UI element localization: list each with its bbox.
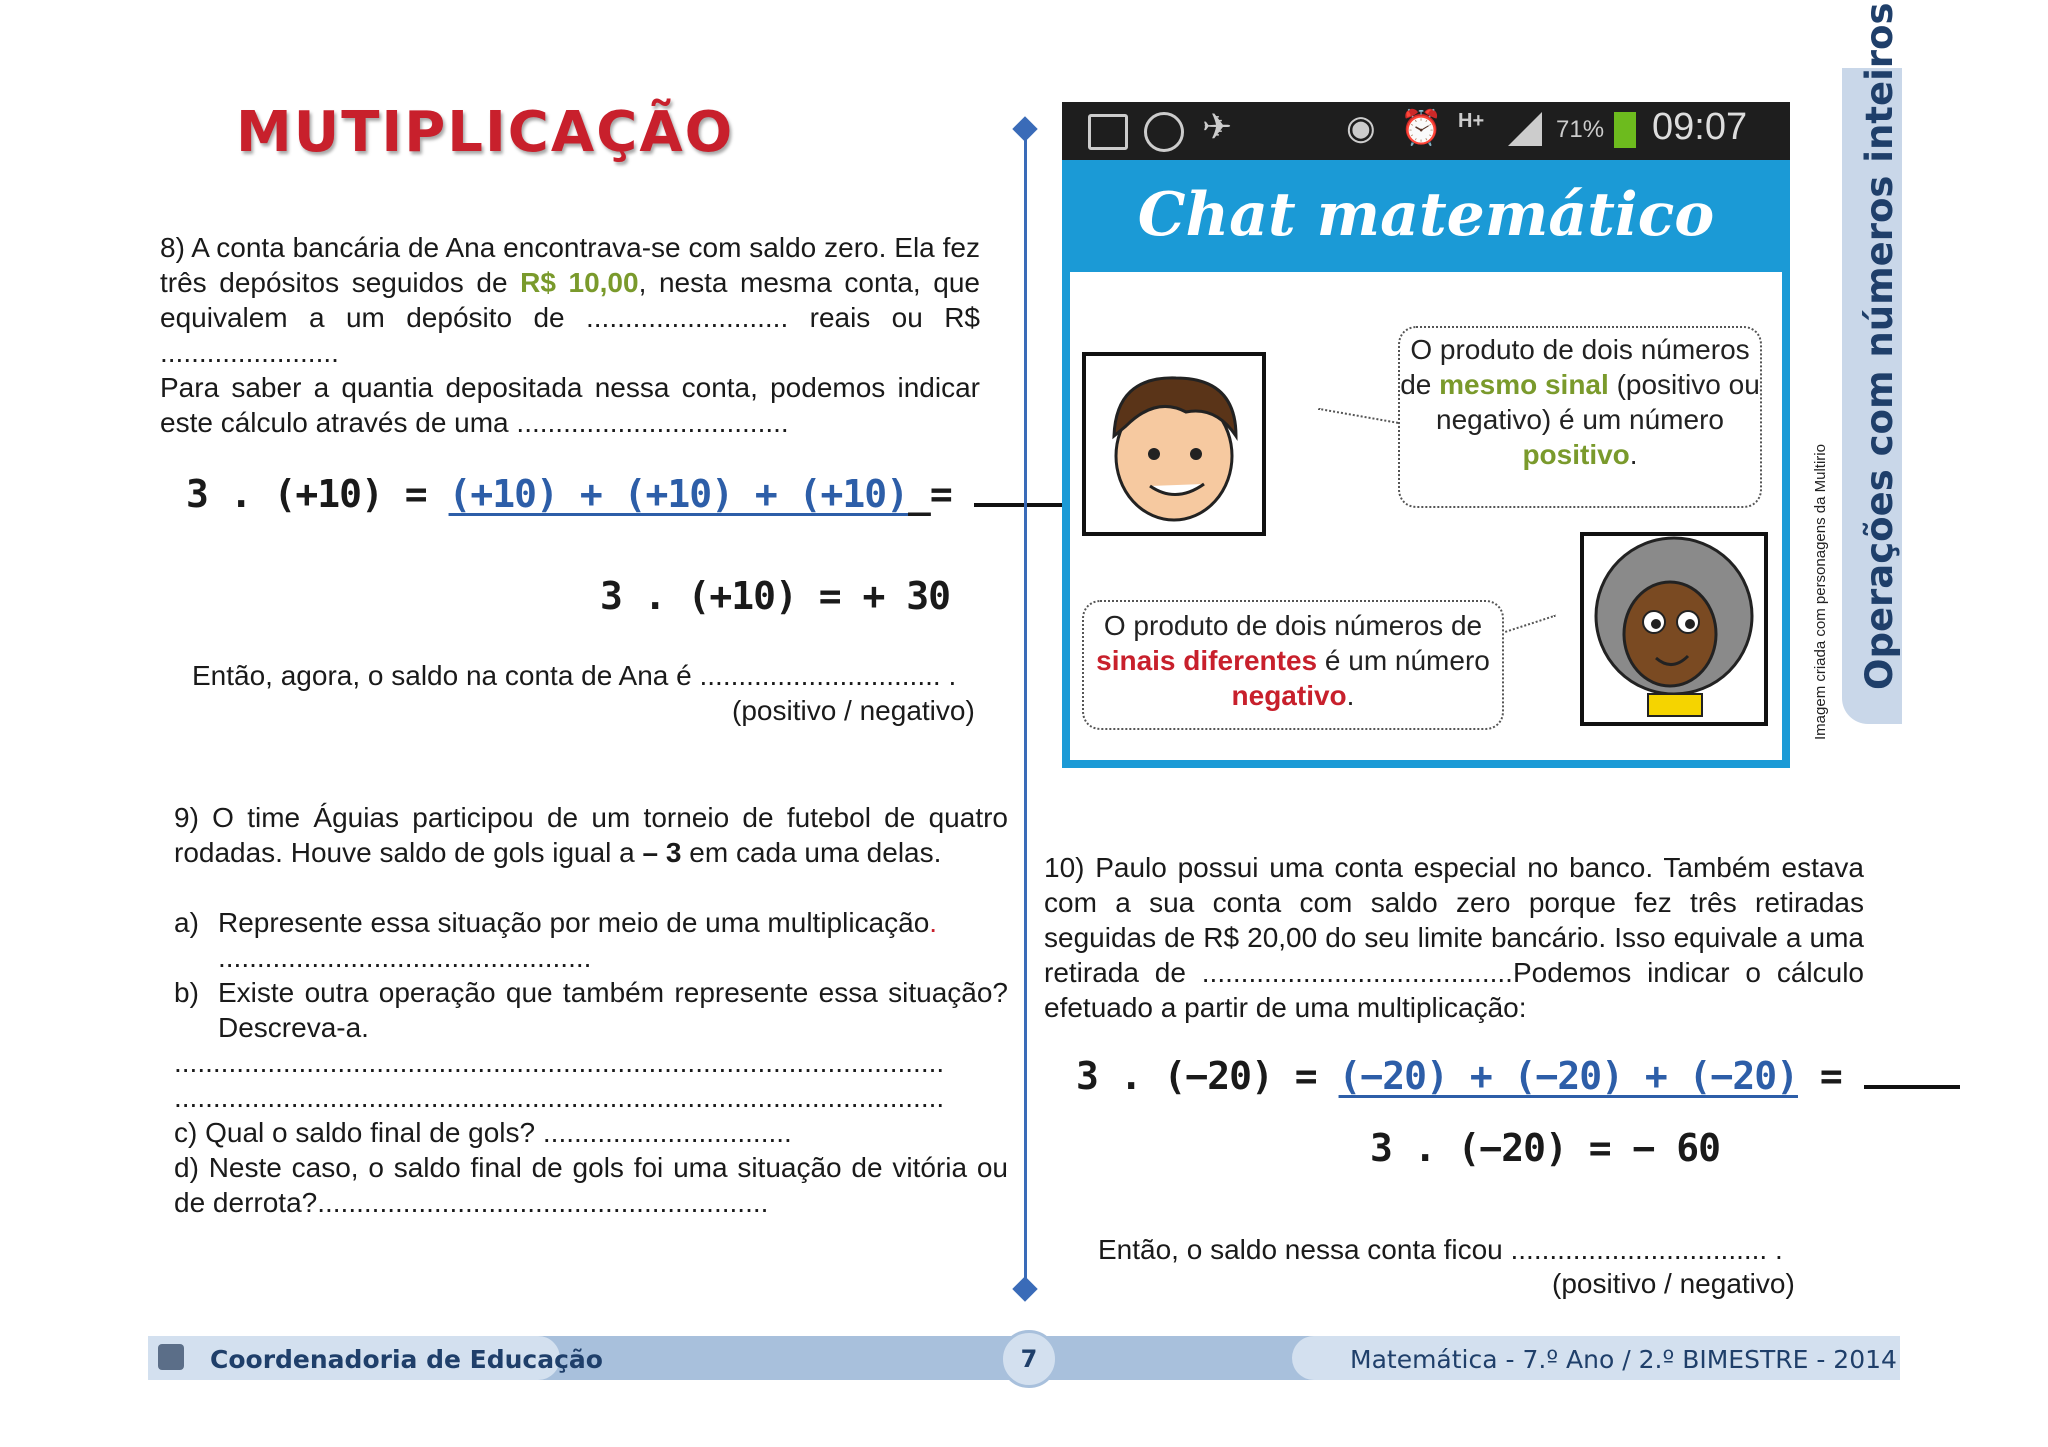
boy-avatar — [1082, 352, 1266, 536]
chat-title: Chat matemático — [1137, 180, 1715, 250]
q8-equation-2: 3 . (+10) = + 30 — [600, 574, 951, 618]
q10-answer-options: (positivo / negativo) — [1552, 1268, 1795, 1299]
q9-intro-end: em cada uma delas. — [681, 837, 942, 868]
q9-intro — [174, 800, 1008, 870]
boy-face-icon — [1086, 356, 1262, 532]
q9-goal-value: – 3 — [642, 837, 682, 868]
q8-eq1-left: 3 . (+10) = — [186, 472, 449, 516]
q10-equation-1 — [1076, 1054, 1960, 1098]
q8-text-1: 8) A conta bancária de Ana encontrava-se com saldo zero. Ela fez três depósitos seguidos de — [160, 232, 980, 298]
speech-bubble-same-sign — [1398, 326, 1762, 508]
q10-eq1-left: 3 . (−20) = — [1076, 1054, 1339, 1098]
girl-face-icon — [1584, 536, 1764, 722]
q10-eq1-right: = — [1797, 1054, 1864, 1098]
q9-b-text: Existe outra operação que também represente essa situação? Descreva-a. — [218, 977, 1008, 1043]
bubble1-text-c: (positivo ou negativo) é um número — [1436, 369, 1760, 435]
q9-a-dot: . — [929, 907, 938, 938]
bubble2-highlight-negative: negativo — [1231, 680, 1347, 711]
q9-intro-text: 9) O time Águias participou de um torneio de futebol de quatro rodadas. Houve saldo de gols igual a — [174, 802, 1008, 868]
q8-paragraph — [160, 230, 980, 440]
bubble2-highlight-different-signs: sinais diferentes — [1096, 645, 1318, 676]
q9-d-item: d) Neste caso, o saldo final de gols foi uma situação de vitória ou de derrota?.......................................................... — [174, 1152, 1008, 1218]
q8-eq1-sum: (+10) + (+10) + (+10) — [448, 472, 908, 516]
q9-a-label: a) — [174, 907, 199, 938]
bubble1-text-a: O produto de dois números de — [1400, 334, 1750, 400]
q9-b-answer-line-2[interactable]: ................................................................................................... — [174, 1082, 945, 1113]
q9-c-item: c) Qual o saldo final de gols? ................................ — [174, 1117, 792, 1148]
speech-bubble-different-signs — [1082, 600, 1504, 730]
q8-equation-1 — [186, 472, 1084, 516]
q9-b-answer-line-1[interactable]: ................................................................................................... — [174, 1047, 945, 1078]
q9-a-item — [218, 905, 1008, 940]
alarm-icon: ⏰ — [1400, 109, 1443, 147]
q8-answer-options: (positivo / negativo) — [732, 695, 975, 726]
bubble1-highlight-positive: positivo — [1522, 439, 1630, 470]
battery-icon — [1614, 112, 1636, 148]
q10-eq1-sum: (−20) + (−20) + (−20) — [1338, 1054, 1798, 1098]
twitter-icon: ✈ — [1202, 106, 1233, 147]
battery-percent: 71% — [1556, 116, 1605, 143]
q8-text-3: Para saber a quantia depositada nessa conta, podemos indicar este cálculo através de uma ................................... — [160, 372, 980, 438]
bubble2-text-a: O produto de dois números de — [1103, 610, 1483, 641]
q10-equation-2: 3 . (−20) = − 60 — [1370, 1126, 1721, 1170]
image-credit: Imagem criada com personagens da Multirio — [1812, 444, 1829, 740]
section-side-label: Operações com números inteiros — [1858, 2, 1901, 690]
q9-a-answer-line[interactable]: ................................................ — [218, 942, 592, 973]
bubble2-text-e: . — [1346, 680, 1355, 711]
q9-b-label: b) — [174, 977, 199, 1008]
bubble2-text-c: é um número — [1317, 645, 1490, 676]
bubble1-text-e: . — [1629, 439, 1638, 470]
bubble1-highlight-same-sign: mesmo sinal — [1439, 369, 1609, 400]
divider-top-diamond — [1012, 116, 1037, 141]
q8-money: R$ 10,00 — [520, 267, 639, 298]
q10-answer-line: Então, o saldo nessa conta ficou ................................. . — [1098, 1234, 1783, 1265]
phone-status-bar — [1062, 102, 1790, 160]
q8-text-2: , nesta mesma conta, que equivalem a um depósito de .......................... reais ou R$ ....................... — [160, 267, 980, 368]
status-time: 09:07 — [1652, 106, 1748, 148]
eye-icon: ◉ — [1346, 109, 1376, 147]
coat-of-arms-icon — [158, 1344, 184, 1370]
divider-bottom-diamond — [1012, 1276, 1037, 1301]
q10-eq1-blank[interactable] — [1864, 1059, 1960, 1089]
page-number: 7 — [1000, 1330, 1058, 1388]
page-divider — [1024, 130, 1027, 1290]
q8-answer-line: Então, agora, o saldo na conta de Ana é ............................... . — [192, 660, 957, 691]
q10-paragraph: 10) Paulo possui uma conta especial no banco. Também estava com a sua conta com saldo zero porque fez três retiradas seguidas de R$ 20,00 do seu limite bancário. Isso equivale a uma retirada de ........................................Podemos indicar o cálculo efetuado a partir de uma multiplicação: — [1044, 852, 1864, 1023]
network-type: H+ — [1458, 110, 1485, 132]
gallery-icon — [1088, 114, 1128, 150]
q8-eq1-right: _= — [907, 472, 974, 516]
q9-a-text: Represente essa situação por meio de uma multiplicação — [218, 907, 930, 938]
footer-course-info: Matemática - 7.º Ano / 2.º BIMESTRE - 2014 — [1350, 1345, 1897, 1374]
signal-icon — [1508, 112, 1542, 146]
footer-department: Coordenadoria de Educação — [210, 1345, 603, 1374]
girl-avatar — [1580, 532, 1768, 726]
page-title: MUTIPLICAÇÃO — [236, 100, 735, 165]
whatsapp-icon — [1144, 112, 1184, 152]
